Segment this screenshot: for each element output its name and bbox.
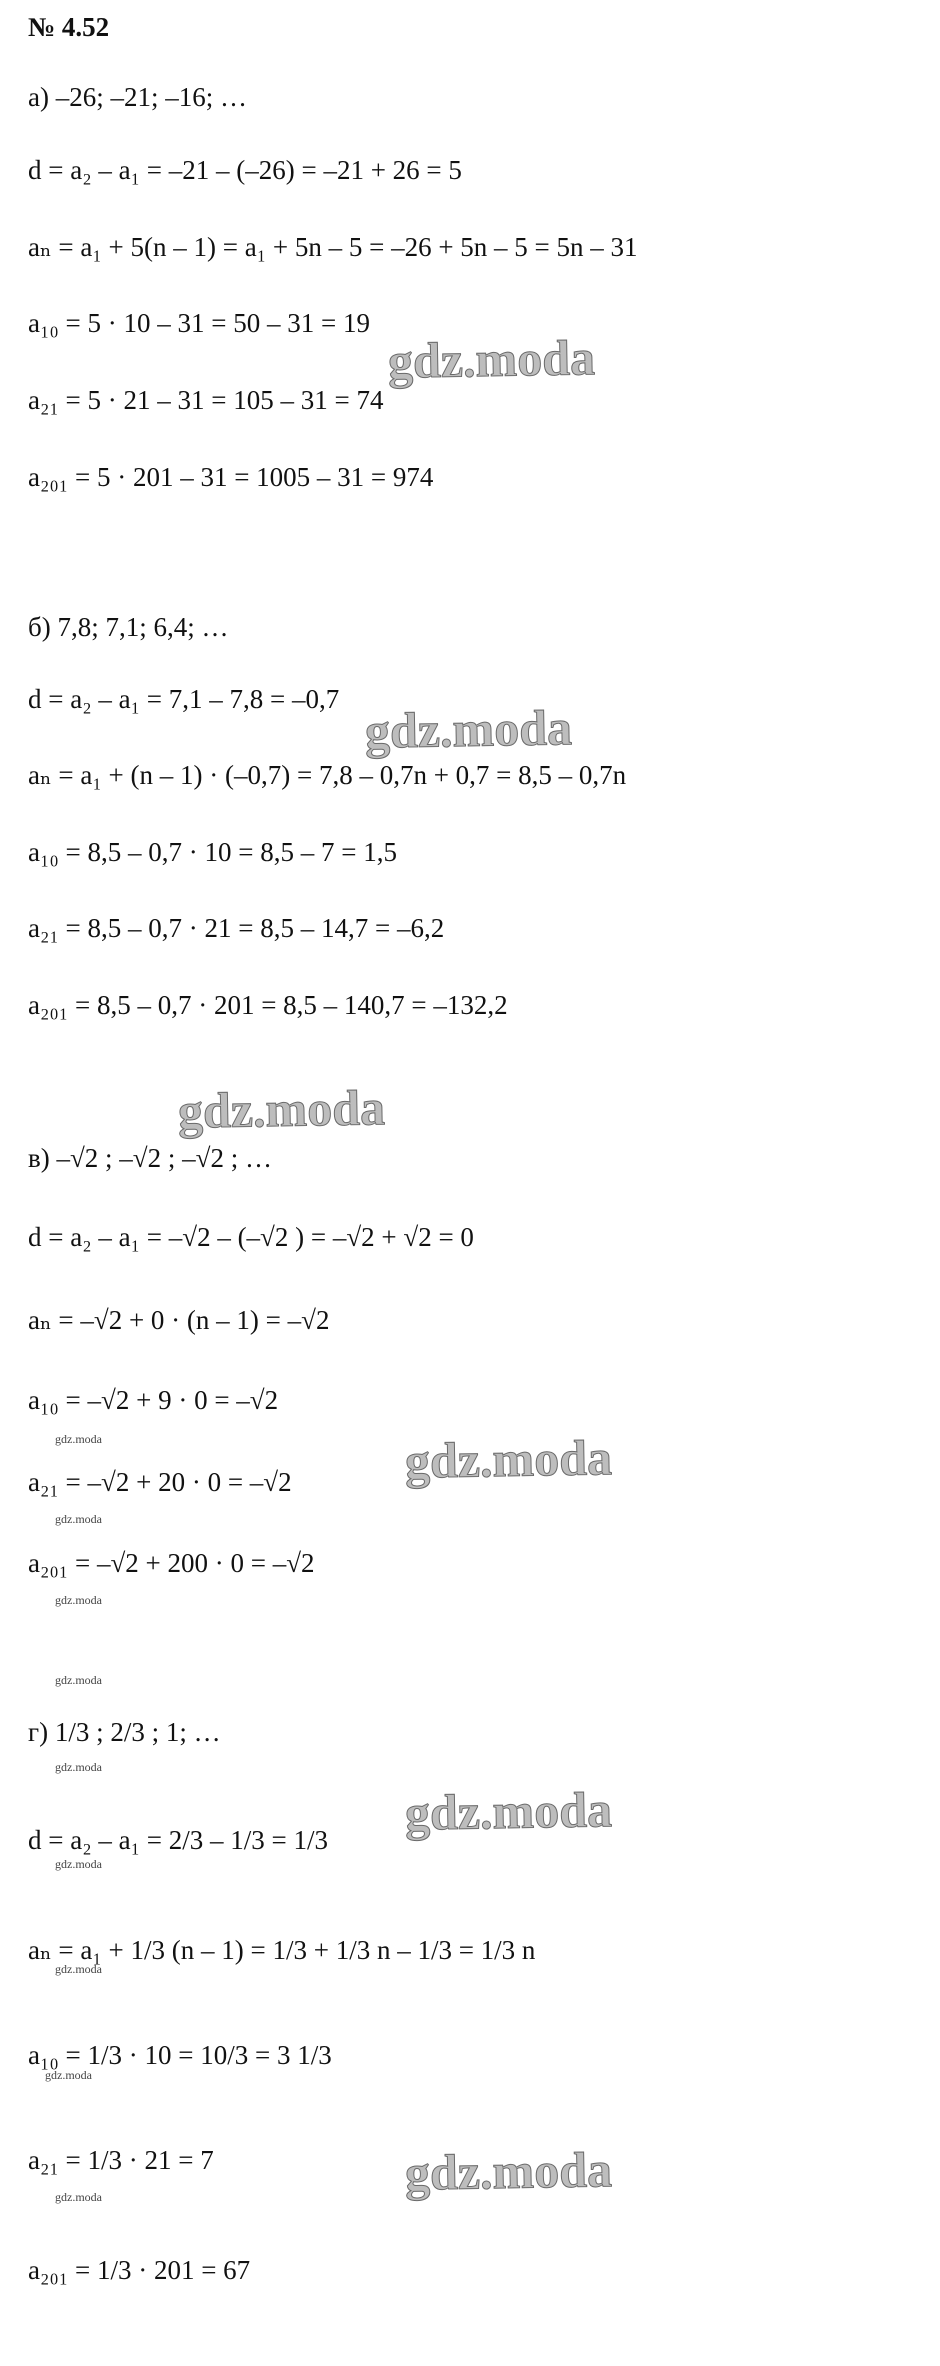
watermark-logo: gdz.moda	[177, 1079, 386, 1139]
watermark-small: gdz.moda	[55, 2190, 102, 2204]
section-a-a10: a₁₀ = 5 · 10 – 31 = 50 – 31 = 19	[28, 308, 370, 338]
section-c-a21: a₂₁ = –√2 + 20 · 0 = –√2	[28, 1467, 292, 1497]
section-d-a21: a₂₁ = 1/3 · 21 = 7	[28, 2145, 214, 2175]
problem-number: № 4.52	[28, 12, 110, 42]
section-a-a201: a₂₀₁ = 5 · 201 – 31 = 1005 – 31 = 974	[28, 462, 434, 492]
watermark-logo: gdz.moda	[404, 1781, 613, 1841]
section-a-a21: a₂₁ = 5 · 21 – 31 = 105 – 31 = 74	[28, 385, 384, 415]
section-c-a10: a₁₀ = –√2 + 9 · 0 = –√2	[28, 1385, 279, 1415]
section-b-a10: a₁₀ = 8,5 – 0,7 · 10 = 8,5 – 7 = 1,5	[28, 837, 397, 867]
watermark-logo: gdz.moda	[387, 329, 596, 389]
watermark-small: gdz.moda	[55, 1857, 102, 1871]
watermark-small: gdz.moda	[55, 1962, 102, 1976]
section-b-difference: d = a₂ – a₁ = 7,1 – 7,8 = –0,7	[28, 684, 340, 714]
watermark-logo: gdz.moda	[404, 2141, 613, 2201]
watermark-small: gdz.moda	[55, 1673, 102, 1687]
watermark-small: gdz.moda	[55, 1760, 102, 1774]
section-d-difference: d = a₂ – a₁ = 2/3 – 1/3 = 1/3	[28, 1825, 328, 1855]
section-a-sequence: а) –26; –21; –16; …	[28, 82, 247, 112]
watermark-small: gdz.moda	[45, 2068, 92, 2082]
section-b-a21: a₂₁ = 8,5 – 0,7 · 21 = 8,5 – 14,7 = –6,2	[28, 913, 445, 943]
section-b-a201: a₂₀₁ = 8,5 – 0,7 · 201 = 8,5 – 140,7 = –132,2	[28, 990, 508, 1020]
section-b-general-term: aₙ = a₁ + (n – 1) · (–0,7) = 7,8 – 0,7n + 0,7 = 8,5 – 0,7n	[28, 760, 627, 790]
watermark-small: gdz.moda	[55, 1593, 102, 1607]
section-a-difference: d = a₂ – a₁ = –21 – (–26) = –21 + 26 = 5	[28, 155, 462, 185]
watermark-small: gdz.moda	[55, 1512, 102, 1526]
section-b-sequence: б) 7,8; 7,1; 6,4; …	[28, 612, 229, 642]
watermark-logo: gdz.moda	[364, 699, 573, 759]
section-c-general-term: aₙ = –√2 + 0 · (n – 1) = –√2	[28, 1305, 330, 1335]
section-d-a201: a₂₀₁ = 1/3 · 201 = 67	[28, 2255, 251, 2285]
watermark-logo: gdz.moda	[404, 1429, 613, 1489]
section-c-difference: d = a₂ – a₁ = –√2 – (–√2 ) = –√2 + √2 = 0	[28, 1222, 474, 1252]
section-d-a10: a₁₀ = 1/3 · 10 = 10/3 = 3 1/3	[28, 2040, 332, 2070]
section-c-a201: a₂₀₁ = –√2 + 200 · 0 = –√2	[28, 1548, 315, 1578]
watermark-small: gdz.moda	[55, 1432, 102, 1446]
section-c-sequence: в) –√2 ; –√2 ; –√2 ; …	[28, 1143, 272, 1173]
section-a-general-term: aₙ = a₁ + 5(n – 1) = a₁ + 5n – 5 = –26 + 5n – 5 = 5n – 31	[28, 232, 638, 262]
section-d-sequence: г) 1/3 ; 2/3 ; 1; …	[28, 1717, 221, 1747]
section-d-general-term: aₙ = a₁ + 1/3 (n – 1) = 1/3 + 1/3 n – 1/3 = 1/3 n	[28, 1935, 536, 1965]
